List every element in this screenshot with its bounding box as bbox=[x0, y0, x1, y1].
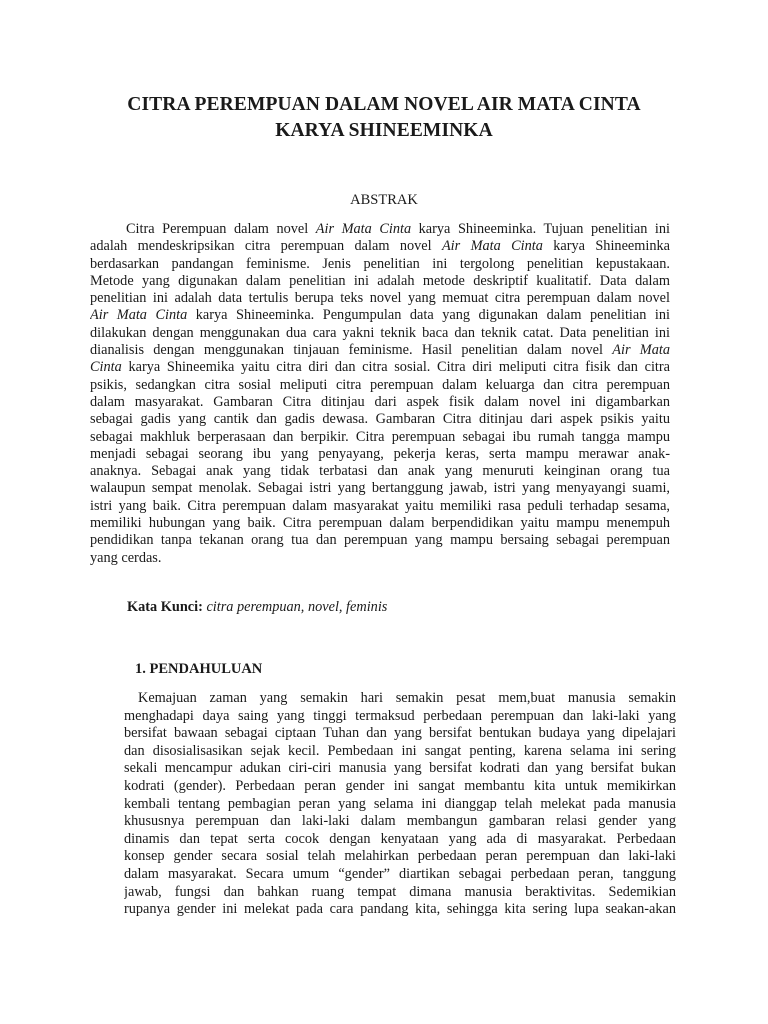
intro-line: dalam masyarakat. Secara umum “gender” diartikan sebagai perbedaan peran, tanggung bbox=[124, 865, 676, 882]
intro-line: jawab, fungsi dan bahkan ruang tempat dimana manusia beraktivitas. Sedemikian bbox=[124, 883, 676, 900]
abstract-line: pendidikan tanpa tekanan orang tua dan perempuan yang mampu bersaing sebagai perempuan bbox=[90, 532, 670, 549]
abstract-line: sebagai makhluk berperasaan dan berpikir. Citra perempuan sebagai ibu rumah tangga mampu bbox=[90, 428, 670, 445]
intro-line: dinamis dan tepat serta cocok dengan kenyataan yang ada di masyarakat. Perbedaan bbox=[124, 830, 676, 847]
intro-line: bersifat bawaan sebagai ciptaan Tuhan dan yang bersifat bentukan budaya yang dipelajari bbox=[124, 725, 676, 742]
abstract-line: Air Mata Cinta karya Shineeminka. Pengumpulan data yang digunakan dalam penelitian ini bbox=[90, 307, 670, 324]
abstract-line: istri yang baik. Citra perempuan dalam masyarakat yaitu memiliki rasa peduli terhadap sesama, bbox=[90, 497, 670, 514]
abstract-line: dilakukan dengan menggunakan dua cara yakni teknik baca dan teknik catat. Data penelitian ini bbox=[90, 324, 670, 341]
abstract-line: dalam masyarakat. Gambaran Citra ditinjau dari aspek fisik dalam novel ini digambarkan bbox=[90, 393, 670, 410]
abstract-line: walaupun sempat menolak. Sebagai istri yang bertanggung jawab, istri yang menyayangi suami, bbox=[90, 480, 670, 497]
abstract-line: psikis, sedangkan citra sosial meliputi citra perempuan dalam keluarga dan citra perempuan bbox=[90, 376, 670, 393]
section-heading: 1. PENDAHULUAN bbox=[135, 661, 263, 677]
intro-line: dan disosialisasikan sejak kecil. Pembedaan ini sangat penting, karena selama ini sering bbox=[124, 742, 676, 759]
abstract-line: berdasarkan pandangan feminisme. Jenis penelitian ini tergolong penelitian kepustakaan. bbox=[90, 255, 670, 272]
abstract-heading: ABSTRAK bbox=[350, 192, 418, 208]
abstract-line: anaknya. Sebagai anak yang tidak terbatasi dan anak yang menuruti keinginan orang tua bbox=[90, 463, 670, 480]
keywords-label: Kata Kunci: bbox=[127, 599, 203, 615]
intro-line: konsep gender secara sosial telah melahirkan perbedaan peran perempuan dan laki-laki bbox=[124, 848, 676, 865]
intro-line: khususnya perempuan dan laki-laki dalam membangun gambaran relasi gender yang bbox=[124, 813, 676, 830]
intro-line: kembali tentang pembagian peran yang selama ini dianggap telah melekat pada manusia bbox=[124, 795, 676, 812]
intro-line: rupanya gender ini melekat pada cara pandang kita, sehingga kita sering lupa seakan-akan bbox=[124, 901, 676, 918]
abstract-line: Cinta karya Shineemika yaitu citra diri dan citra sosial. Citra diri meliputi citra fisik dan citra bbox=[90, 359, 670, 376]
abstract-line: yang cerdas. bbox=[90, 549, 162, 566]
keywords bbox=[127, 598, 387, 616]
intro-line: kodrati (gender). Perbedaan peran gender ini sangat membantu kita untuk memikirkan bbox=[124, 777, 676, 794]
abstract-paragraph bbox=[90, 221, 670, 567]
title-line-2: KARYA SHINEEMINKA bbox=[275, 120, 493, 141]
intro-line: sekali mencampur adukan ciri-ciri manusia yang bersifat kodrati dan yang bersifat bukan bbox=[124, 760, 676, 777]
abstract-line: dianalisis dengan menggunakan tinjauan feminisme. Hasil penelitian dalam novel Air Mata bbox=[90, 342, 670, 359]
abstract-line: sebagai gadis yang cantik dan gadis dewasa. Gambaran Citra ditinjau dari aspek psikis yaitu bbox=[90, 411, 670, 428]
abstract-line: memiliki hubungan yang baik. Citra perempuan dalam berpendidikan yaitu mampu menempuh bbox=[90, 515, 670, 532]
intro-paragraph bbox=[124, 690, 676, 919]
abstract-line: menjadi sebagai seorang ibu yang penyayang, pekerja keras, serta mampu merawar anak- bbox=[90, 445, 670, 462]
keywords-value: citra perempuan, novel, feminis bbox=[206, 599, 388, 615]
abstract-line: Citra Perempuan dalam novel Air Mata Cinta karya Shineeminka. Tujuan penelitian ini bbox=[126, 221, 670, 237]
abstract-line: Metode yang digunakan dalam penelitian ini adalah metode deskriptif kualitatif. Data dalam bbox=[90, 272, 670, 289]
abstract-line: adalah mendeskripsikan citra perempuan dalam novel Air Mata Cinta karya Shineeminka bbox=[90, 238, 670, 255]
intro-line: Kemajuan zaman yang semakin hari semakin pesat mem,buat manusia semakin bbox=[138, 690, 676, 706]
abstract-line: penelitian ini adalah data tertulis berupa teks novel yang memuat citra perempuan dalam novel bbox=[90, 290, 670, 307]
document-title bbox=[60, 92, 708, 144]
title-line-1: CITRA PEREMPUAN DALAM NOVEL AIR MATA CINTA bbox=[127, 94, 641, 115]
intro-line: menghadapi daya saing yang tinggi termaksud perbedaan perempuan dan laki-laki yang bbox=[124, 707, 676, 724]
